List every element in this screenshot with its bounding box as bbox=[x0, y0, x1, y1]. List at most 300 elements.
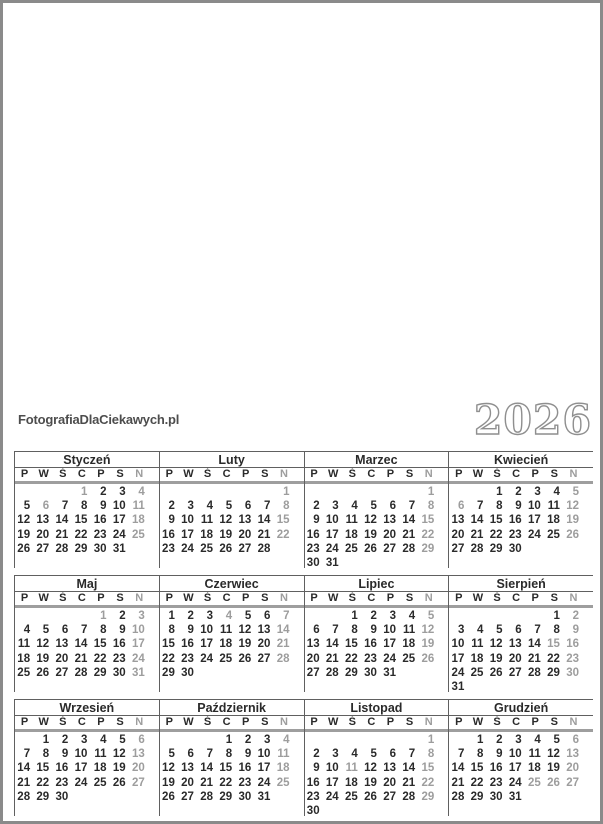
day-cell: 8 bbox=[225, 748, 233, 761]
week-row bbox=[449, 790, 593, 804]
empty-cell bbox=[72, 790, 91, 804]
day-header-cell: P bbox=[20, 592, 29, 604]
empty-cell bbox=[130, 790, 149, 804]
month-title: Lipiec bbox=[305, 576, 449, 592]
day-cell: 1 bbox=[351, 610, 358, 622]
day-cell: 9 bbox=[313, 762, 320, 775]
day-cell: 22 bbox=[421, 776, 435, 789]
empty-cell bbox=[324, 485, 343, 499]
week-row bbox=[15, 623, 159, 637]
day-cell: 15 bbox=[421, 514, 435, 527]
day-header-cell: W bbox=[472, 468, 484, 480]
day-cell: 29 bbox=[93, 666, 107, 679]
day-cell: 23 bbox=[162, 542, 175, 555]
week-row bbox=[449, 747, 593, 761]
day-cell: 9 bbox=[313, 514, 320, 527]
empty-cell bbox=[362, 733, 381, 747]
day-cell: 4 bbox=[477, 624, 484, 637]
day-cell: 4 bbox=[23, 624, 31, 637]
day-header-cell: P bbox=[455, 468, 463, 480]
day-header-cell: N bbox=[424, 716, 433, 728]
day-cell: 18 bbox=[527, 762, 541, 775]
day-cell: 25 bbox=[345, 542, 358, 555]
day-cell: 24 bbox=[200, 652, 214, 665]
day-cell: 16 bbox=[566, 638, 579, 651]
day-header-cell: C bbox=[222, 468, 231, 480]
day-cell: 8 bbox=[427, 748, 435, 761]
day-header-cell: N bbox=[569, 592, 578, 604]
day-header-cell: P bbox=[531, 716, 539, 728]
day-header-cell: N bbox=[569, 468, 578, 480]
day-header-cell: P bbox=[310, 592, 318, 604]
day-header-cell: S bbox=[261, 716, 269, 728]
week-row bbox=[160, 542, 304, 556]
day-header-row bbox=[305, 592, 449, 608]
empty-cell bbox=[255, 666, 274, 680]
day-cell: 27 bbox=[306, 666, 320, 679]
day-cell: 15 bbox=[93, 638, 107, 651]
day-cell: 17 bbox=[508, 762, 522, 775]
day-header-cell: Ś bbox=[348, 468, 356, 480]
empty-cell bbox=[72, 609, 91, 623]
empty-cell bbox=[305, 485, 324, 499]
day-cell: 27 bbox=[257, 652, 271, 665]
empty-cell bbox=[400, 666, 419, 680]
day-cell: 23 bbox=[55, 776, 69, 789]
day-cell: 18 bbox=[470, 652, 484, 665]
day-cell: 17 bbox=[257, 762, 271, 775]
week-row bbox=[305, 528, 449, 542]
day-cell: 11 bbox=[471, 638, 484, 651]
week-row bbox=[15, 513, 159, 527]
day-cell: 24 bbox=[181, 542, 194, 555]
day-cell: 26 bbox=[364, 790, 377, 803]
day-cell: 29 bbox=[74, 542, 88, 555]
week-row bbox=[15, 666, 159, 680]
empty-cell bbox=[160, 733, 179, 747]
day-cell: 26 bbox=[238, 652, 252, 665]
day-cell: 11 bbox=[220, 624, 233, 637]
week-row bbox=[305, 499, 449, 513]
day-cell: 26 bbox=[17, 542, 31, 555]
day-cell: 21 bbox=[402, 776, 416, 789]
day-cell: 24 bbox=[325, 790, 339, 803]
month-title: Październik bbox=[160, 700, 304, 716]
day-cell: 24 bbox=[74, 776, 88, 789]
empty-cell bbox=[217, 666, 236, 680]
day-cell: 2 bbox=[100, 486, 107, 498]
day-cell: 24 bbox=[257, 776, 271, 789]
day-cell: 15 bbox=[421, 762, 435, 775]
day-cell: 6 bbox=[515, 624, 522, 637]
day-header-row bbox=[160, 468, 304, 484]
day-cell: 3 bbox=[457, 624, 465, 637]
day-cell: 9 bbox=[61, 748, 69, 761]
day-cell: 31 bbox=[383, 666, 397, 679]
day-cell: 13 bbox=[566, 748, 579, 761]
day-cell: 4 bbox=[138, 486, 145, 498]
day-cell: 9 bbox=[100, 500, 107, 513]
week-row bbox=[160, 485, 304, 499]
day-cell: 16 bbox=[489, 762, 503, 775]
day-cell: 5 bbox=[370, 500, 377, 513]
day-header-cell: P bbox=[165, 716, 173, 728]
day-cell: 27 bbox=[383, 790, 397, 803]
day-cell: 30 bbox=[364, 666, 377, 679]
day-cell: 15 bbox=[74, 514, 88, 527]
day-header-cell: Ś bbox=[59, 468, 67, 480]
day-cell: 11 bbox=[277, 748, 290, 761]
day-cell: 10 bbox=[383, 624, 397, 637]
week-row bbox=[449, 733, 593, 747]
day-cell: 11 bbox=[94, 748, 107, 761]
empty-cell bbox=[198, 733, 217, 747]
day-header-row bbox=[15, 716, 159, 732]
empty-cell bbox=[343, 804, 362, 818]
day-cell: 28 bbox=[527, 666, 541, 679]
day-cell: 12 bbox=[364, 762, 377, 775]
day-header-cell: C bbox=[222, 592, 231, 604]
day-header-cell: W bbox=[38, 716, 49, 728]
month-title: Maj bbox=[15, 576, 159, 592]
day-cell: 26 bbox=[219, 542, 233, 555]
day-cell: 17 bbox=[325, 528, 339, 541]
day-cell: 23 bbox=[181, 652, 194, 665]
day-cell: 15 bbox=[36, 762, 50, 775]
day-cell: 29 bbox=[421, 790, 435, 803]
month-block bbox=[304, 699, 449, 816]
day-cell: 10 bbox=[257, 748, 271, 761]
day-header-cell: W bbox=[327, 592, 339, 604]
empty-cell bbox=[449, 609, 468, 623]
day-header-cell: W bbox=[327, 716, 339, 728]
day-cell: 21 bbox=[527, 652, 541, 665]
empty-cell bbox=[526, 609, 545, 623]
day-cell: 21 bbox=[55, 528, 69, 541]
day-cell: 19 bbox=[547, 762, 560, 775]
day-cell: 26 bbox=[36, 666, 50, 679]
day-cell: 12 bbox=[547, 748, 560, 761]
day-header-cell: S bbox=[405, 468, 414, 480]
day-cell: 25 bbox=[200, 542, 214, 555]
day-cell: 16 bbox=[364, 638, 377, 651]
day-cell: 7 bbox=[408, 748, 416, 761]
day-cell: 19 bbox=[421, 638, 435, 651]
week-row bbox=[15, 485, 159, 499]
day-cell: 5 bbox=[42, 624, 50, 637]
day-cell: 16 bbox=[55, 762, 69, 775]
week-row bbox=[160, 623, 304, 637]
day-cell: 28 bbox=[402, 542, 416, 555]
day-cell: 17 bbox=[181, 528, 194, 541]
day-cell: 8 bbox=[553, 624, 560, 637]
week-row bbox=[160, 528, 304, 542]
day-cell: 31 bbox=[508, 790, 522, 803]
day-cell: 10 bbox=[325, 762, 339, 775]
day-cell: 30 bbox=[93, 542, 107, 555]
day-cell: 4 bbox=[206, 500, 214, 513]
week-row bbox=[305, 623, 449, 637]
day-cell: 28 bbox=[55, 542, 69, 555]
day-cell: 7 bbox=[408, 500, 416, 513]
day-cell: 26 bbox=[547, 776, 560, 789]
week-row bbox=[449, 528, 593, 542]
week-row bbox=[305, 556, 449, 570]
day-cell: 5 bbox=[427, 610, 435, 622]
day-cell: 1 bbox=[553, 610, 560, 622]
day-cell: 25 bbox=[219, 652, 233, 665]
day-header-cell: W bbox=[472, 716, 484, 728]
empty-cell bbox=[217, 485, 236, 499]
day-cell: 16 bbox=[508, 514, 522, 527]
week-row bbox=[15, 790, 159, 804]
day-cell: 26 bbox=[162, 790, 175, 803]
week-row bbox=[449, 513, 593, 527]
empty-cell bbox=[526, 790, 545, 804]
day-cell: 2 bbox=[244, 734, 252, 746]
day-header-cell: P bbox=[20, 468, 29, 480]
day-cell: 27 bbox=[383, 542, 397, 555]
week-row bbox=[449, 609, 593, 623]
day-cell: 25 bbox=[402, 652, 416, 665]
month-block bbox=[159, 451, 304, 568]
day-cell: 23 bbox=[489, 776, 503, 789]
day-cell: 17 bbox=[131, 638, 145, 651]
day-cell: 11 bbox=[528, 748, 541, 761]
day-header-row bbox=[305, 468, 449, 484]
empty-cell bbox=[179, 485, 198, 499]
empty-cell bbox=[449, 485, 468, 499]
day-cell: 18 bbox=[17, 652, 31, 665]
day-cell: 2 bbox=[572, 610, 579, 622]
week-row bbox=[449, 652, 593, 666]
day-cell: 20 bbox=[566, 762, 579, 775]
day-cell: 1 bbox=[496, 486, 503, 498]
day-cell: 12 bbox=[112, 748, 126, 761]
day-header-cell: P bbox=[455, 716, 463, 728]
day-cell: 9 bbox=[168, 514, 175, 527]
day-cell: 25 bbox=[131, 528, 145, 541]
day-cell: 25 bbox=[276, 776, 290, 789]
day-cell: 8 bbox=[168, 624, 175, 637]
month-block bbox=[448, 451, 593, 568]
day-cell: 20 bbox=[508, 652, 522, 665]
day-cell: 18 bbox=[93, 762, 107, 775]
day-header-cell: C bbox=[77, 592, 86, 604]
day-cell: 5 bbox=[168, 748, 175, 761]
week-row bbox=[15, 776, 159, 790]
month-title: Kwiecień bbox=[449, 452, 593, 468]
day-cell: 2 bbox=[168, 500, 175, 513]
day-cell: 18 bbox=[219, 638, 233, 651]
week-row bbox=[15, 609, 159, 623]
empty-cell bbox=[400, 804, 419, 818]
empty-cell bbox=[400, 485, 419, 499]
day-cell: 8 bbox=[351, 624, 358, 637]
day-cell: 4 bbox=[408, 610, 416, 622]
day-cell: 24 bbox=[508, 776, 522, 789]
empty-cell bbox=[236, 485, 255, 499]
empty-cell bbox=[274, 666, 293, 680]
empty-cell bbox=[564, 542, 583, 556]
day-cell: 22 bbox=[36, 776, 50, 789]
day-cell: 9 bbox=[187, 624, 194, 637]
empty-cell bbox=[468, 680, 487, 694]
week-row bbox=[160, 666, 304, 680]
day-cell: 20 bbox=[306, 652, 320, 665]
week-row bbox=[305, 733, 449, 747]
week-row bbox=[15, 528, 159, 542]
empty-cell bbox=[526, 680, 545, 694]
day-cell: 26 bbox=[112, 776, 126, 789]
day-cell: 24 bbox=[112, 528, 126, 541]
empty-cell bbox=[198, 485, 217, 499]
week-row bbox=[160, 652, 304, 666]
day-cell: 15 bbox=[470, 762, 484, 775]
day-cell: 16 bbox=[93, 514, 107, 527]
day-cell: 2 bbox=[313, 500, 320, 513]
day-cell: 3 bbox=[332, 748, 339, 761]
day-cell: 6 bbox=[313, 624, 320, 637]
day-header-cell: C bbox=[512, 716, 521, 728]
empty-cell bbox=[487, 609, 506, 623]
empty-cell bbox=[507, 609, 526, 623]
week-row bbox=[305, 637, 449, 651]
day-header-cell: P bbox=[310, 468, 318, 480]
day-cell: 21 bbox=[276, 638, 290, 651]
empty-cell bbox=[419, 666, 438, 680]
day-cell: 29 bbox=[470, 790, 484, 803]
day-cell: 14 bbox=[325, 638, 339, 651]
day-cell: 17 bbox=[325, 776, 339, 789]
day-cell: 28 bbox=[74, 666, 88, 679]
day-cell: 13 bbox=[257, 624, 271, 637]
day-cell: 21 bbox=[325, 652, 339, 665]
day-header-cell: C bbox=[222, 716, 231, 728]
day-header-row bbox=[449, 716, 593, 732]
day-header-cell: S bbox=[405, 592, 414, 604]
day-header-cell: S bbox=[261, 592, 269, 604]
day-cell: 27 bbox=[36, 542, 50, 555]
empty-cell bbox=[34, 485, 53, 499]
photo-placeholder bbox=[3, 3, 600, 404]
day-cell: 16 bbox=[112, 638, 126, 651]
week-row bbox=[305, 542, 449, 556]
day-cell: 18 bbox=[547, 514, 560, 527]
day-header-cell: S bbox=[116, 716, 124, 728]
day-cell: 7 bbox=[206, 748, 214, 761]
day-cell: 17 bbox=[200, 638, 214, 651]
day-cell: 11 bbox=[200, 514, 214, 527]
month-block bbox=[14, 451, 159, 568]
empty-cell bbox=[324, 804, 343, 818]
day-cell: 30 bbox=[112, 666, 126, 679]
month-title: Sierpień bbox=[449, 576, 593, 592]
week-row bbox=[160, 637, 304, 651]
day-cell: 31 bbox=[451, 680, 465, 693]
day-header-cell: C bbox=[77, 716, 86, 728]
day-header-cell: P bbox=[165, 592, 173, 604]
day-cell: 28 bbox=[200, 790, 214, 803]
day-cell: 13 bbox=[238, 514, 252, 527]
week-row bbox=[449, 761, 593, 775]
day-header-cell: Ś bbox=[59, 716, 67, 728]
day-cell: 17 bbox=[383, 638, 397, 651]
day-header-cell: P bbox=[165, 468, 173, 480]
day-cell: 20 bbox=[451, 528, 465, 541]
day-cell: 16 bbox=[306, 528, 320, 541]
day-cell: 11 bbox=[132, 500, 145, 513]
empty-cell bbox=[545, 680, 564, 694]
day-cell: 30 bbox=[55, 790, 69, 803]
empty-cell bbox=[160, 485, 179, 499]
empty-cell bbox=[91, 790, 110, 804]
day-cell: 27 bbox=[131, 776, 145, 789]
day-cell: 1 bbox=[81, 486, 88, 498]
day-cell: 14 bbox=[74, 638, 88, 651]
day-cell: 9 bbox=[119, 624, 126, 637]
day-cell: 22 bbox=[470, 776, 484, 789]
month-title: Wrzesień bbox=[15, 700, 159, 716]
empty-cell bbox=[236, 666, 255, 680]
day-cell: 2 bbox=[187, 610, 194, 622]
empty-cell bbox=[362, 804, 381, 818]
day-cell: 17 bbox=[74, 762, 88, 775]
day-cell: 27 bbox=[238, 542, 252, 555]
empty-cell bbox=[324, 733, 343, 747]
day-cell: 23 bbox=[306, 542, 320, 555]
empty-cell bbox=[305, 609, 324, 623]
day-header-cell: Ś bbox=[59, 592, 67, 604]
empty-cell bbox=[324, 609, 343, 623]
day-cell: 25 bbox=[93, 776, 107, 789]
day-cell: 14 bbox=[257, 514, 271, 527]
week-row bbox=[15, 652, 159, 666]
week-row bbox=[160, 609, 304, 623]
day-cell: 11 bbox=[345, 762, 358, 775]
empty-cell bbox=[564, 790, 583, 804]
day-cell: 10 bbox=[200, 624, 214, 637]
day-cell: 12 bbox=[364, 514, 377, 527]
empty-cell bbox=[53, 485, 72, 499]
day-cell: 26 bbox=[566, 528, 579, 541]
month-block bbox=[304, 451, 449, 568]
day-header-cell: C bbox=[512, 468, 521, 480]
day-header-cell: C bbox=[512, 592, 521, 604]
day-cell: 11 bbox=[17, 638, 31, 651]
day-cell: 18 bbox=[345, 776, 358, 789]
day-cell: 22 bbox=[93, 652, 107, 665]
day-header-cell: P bbox=[386, 716, 395, 728]
month-block bbox=[159, 575, 304, 692]
day-cell: 22 bbox=[345, 652, 358, 665]
day-header-cell: W bbox=[183, 592, 194, 604]
day-cell: 4 bbox=[351, 748, 358, 761]
empty-cell bbox=[255, 485, 274, 499]
day-cell: 4 bbox=[100, 734, 107, 746]
day-cell: 12 bbox=[17, 514, 31, 527]
month-title: Luty bbox=[160, 452, 304, 468]
day-cell: 22 bbox=[219, 776, 233, 789]
day-cell: 12 bbox=[219, 514, 233, 527]
day-cell: 3 bbox=[332, 500, 339, 513]
empty-cell bbox=[179, 733, 198, 747]
empty-cell bbox=[507, 680, 526, 694]
day-cell: 24 bbox=[131, 652, 145, 665]
day-cell: 8 bbox=[427, 500, 435, 513]
day-cell: 24 bbox=[527, 528, 541, 541]
day-cell: 1 bbox=[283, 486, 290, 498]
